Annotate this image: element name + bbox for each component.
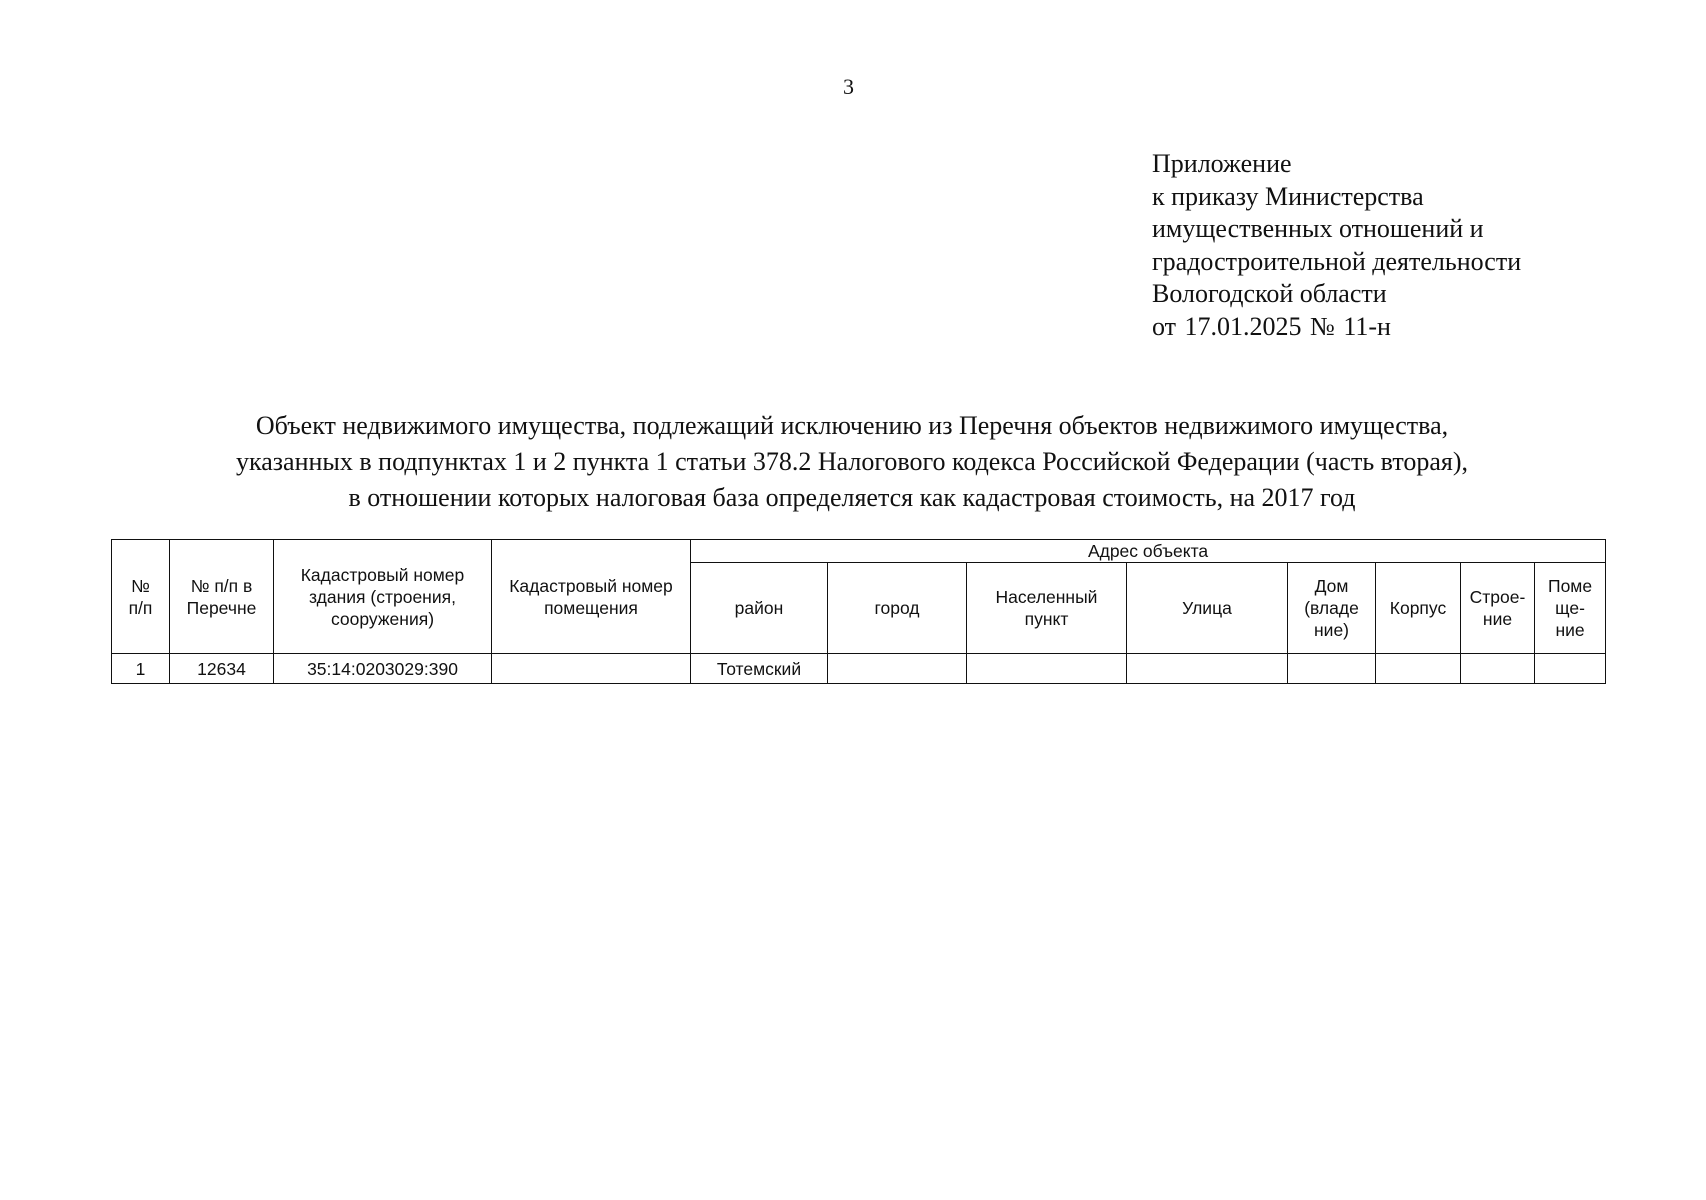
- header-line: помещения: [544, 597, 638, 618]
- cell-list-no: 12634: [170, 654, 274, 684]
- header-premises-cadastral: [492, 540, 691, 654]
- header-line: п/п: [128, 597, 153, 618]
- cell-premises: [1535, 654, 1606, 684]
- appendix-line: Приложение: [1152, 149, 1292, 178]
- cell-street: [1127, 654, 1288, 684]
- header-line: Кадастровый номер: [509, 575, 673, 596]
- header-line: Населенный: [995, 587, 1098, 607]
- cell-settlement: [967, 654, 1127, 684]
- page-number: 3: [843, 74, 854, 99]
- header-line: №: [131, 575, 150, 596]
- title-line: Объект недвижимого имущества, подлежащий исключению из Перечня объектов недвижимого имущества,: [255, 411, 1449, 440]
- header-line: сооружения): [330, 608, 435, 629]
- header-line: Перечне: [186, 597, 257, 618]
- header-house: [1288, 563, 1376, 654]
- header-line: (владе: [1304, 598, 1359, 618]
- header-line: Строе-: [1469, 587, 1526, 607]
- cell-district: Тотемский: [691, 654, 828, 684]
- cell-house: [1288, 654, 1376, 684]
- document-title: [112, 408, 1592, 516]
- header-line: ще-: [1555, 598, 1585, 618]
- cell-structure: [1461, 654, 1535, 684]
- cell-building-cadastral: 35:14:0203029:390: [274, 654, 492, 684]
- header-line: Поме: [1548, 576, 1593, 596]
- title-line: указанных в подпунктах 1 и 2 пункта 1 статьи 378.2 Налогового кодекса Российской Федерации (часть вторая),: [236, 447, 1468, 476]
- header-line: Дом: [1314, 576, 1349, 596]
- header-line: здания (строения,: [309, 586, 456, 607]
- header-city: город: [828, 563, 967, 654]
- table-row: [112, 654, 1606, 684]
- cell-premises-cadastral: [492, 654, 691, 684]
- cell-city: [828, 654, 967, 684]
- header-structure: [1461, 563, 1535, 654]
- header-district: район: [691, 563, 828, 654]
- header-list-no: [170, 540, 274, 654]
- appendix-line: имущественных отношений и: [1152, 214, 1484, 243]
- appendix-block: [1152, 148, 1521, 343]
- appendix-line: Вологодской области: [1152, 279, 1387, 308]
- header-address-group: Адрес объекта: [691, 540, 1606, 563]
- header-settlement: [967, 563, 1127, 654]
- header-row-no: [112, 540, 170, 654]
- header-line: Кадастровый номер: [300, 564, 465, 585]
- appendix-line: к приказу Министерства: [1152, 181, 1424, 211]
- header-line: ние): [1314, 620, 1349, 640]
- header-premises: [1535, 563, 1606, 654]
- appendix-date-line: от 17.01.2025 № 11-н: [1152, 311, 1391, 341]
- cell-block: [1376, 654, 1461, 684]
- header-line: пункт: [1024, 609, 1069, 629]
- header-building-cadastral: [274, 540, 492, 654]
- header-block: Корпус: [1376, 563, 1461, 654]
- appendix-line: градостроительной деятельности: [1152, 246, 1522, 276]
- header-line: ние: [1482, 609, 1513, 629]
- header-line: № п/п в: [190, 575, 253, 596]
- title-line: в отношении которых налоговая база определяется как кадастровая стоимость, на 2017 год: [348, 483, 1356, 512]
- cell-row-no: 1: [112, 654, 170, 684]
- table-header-row: [112, 540, 1606, 563]
- header-street: Улица: [1127, 563, 1288, 654]
- header-line: ние: [1555, 620, 1585, 640]
- property-table: [111, 539, 1606, 684]
